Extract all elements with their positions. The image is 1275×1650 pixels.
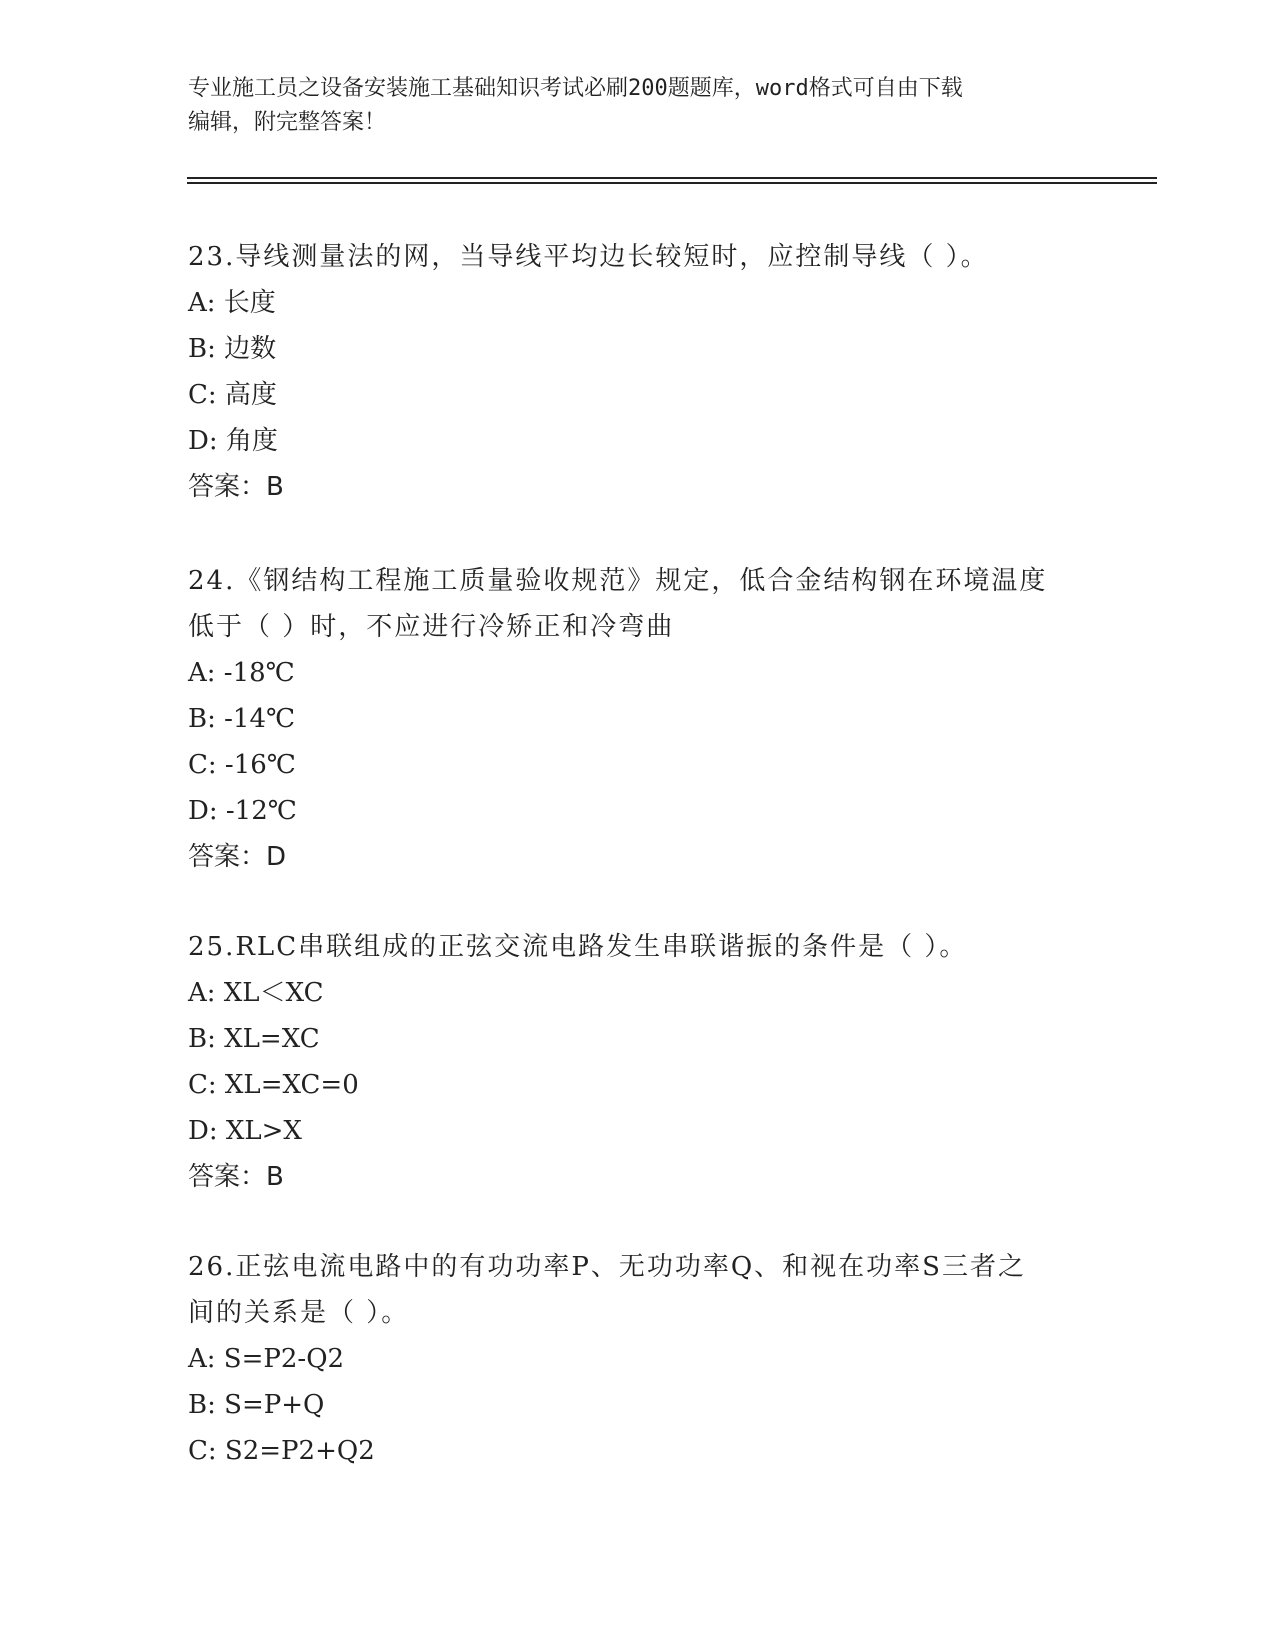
header-title-line-2: 编辑，附完整答案！ — [188, 110, 387, 135]
option-c: C: 高度 — [188, 380, 277, 410]
option-d: D: 角度 — [188, 426, 278, 456]
question-stem: 23.导线测量法的网，当导线平均边长较短时，应控制导线（ ）。 — [188, 242, 989, 272]
option-b: B: -14℃ — [188, 704, 296, 734]
option-a: A: -18℃ — [188, 658, 295, 688]
header-title-line-1: 专业施工员之设备安装施工基础知识考试必刷200题题库，word格式可自由下载 — [188, 76, 963, 101]
option-d: D: XL>X — [188, 1116, 302, 1146]
question-24 — [188, 558, 1088, 880]
question-stem-line-2: 低于（ ）时，不应进行冷矫正和冷弯曲 — [188, 612, 675, 642]
question-23 — [188, 234, 1088, 510]
document-header — [188, 72, 1068, 140]
header-divider-top — [187, 177, 1157, 179]
question-stem-line-2: 间的关系是（ ）。 — [188, 1298, 410, 1328]
option-c: C: -16℃ — [188, 750, 296, 780]
question-26 — [188, 1244, 1088, 1474]
question-stem-line-1: 26.正弦电流电路中的有功功率P、无功功率Q、和视在功率S三者之 — [188, 1252, 1026, 1282]
option-d: D: -12℃ — [188, 796, 297, 826]
option-c: C: S2=P2+Q2 — [188, 1436, 375, 1466]
option-c: C: XL=XC=0 — [188, 1070, 359, 1100]
option-a: A: XL＜XC — [188, 978, 324, 1008]
header-divider-bottom — [187, 182, 1157, 184]
option-b: B: S=P+Q — [188, 1390, 325, 1420]
question-25 — [188, 924, 1088, 1200]
option-b: B: XL=XC — [188, 1024, 320, 1054]
answer-line: 答案：D — [188, 842, 287, 872]
option-a: A: 长度 — [188, 288, 276, 318]
answer-line: 答案：B — [188, 472, 284, 502]
question-stem-line-1: 24.《钢结构工程施工质量验收规范》规定，低合金结构钢在环境温度 — [188, 566, 1048, 596]
option-a: A: S=P2-Q2 — [188, 1344, 345, 1374]
question-stem: 25.RLC串联组成的正弦交流电路发生串联谐振的条件是（ ）。 — [188, 932, 968, 962]
option-b: B: 边数 — [188, 334, 277, 364]
answer-line: 答案：B — [188, 1162, 284, 1192]
